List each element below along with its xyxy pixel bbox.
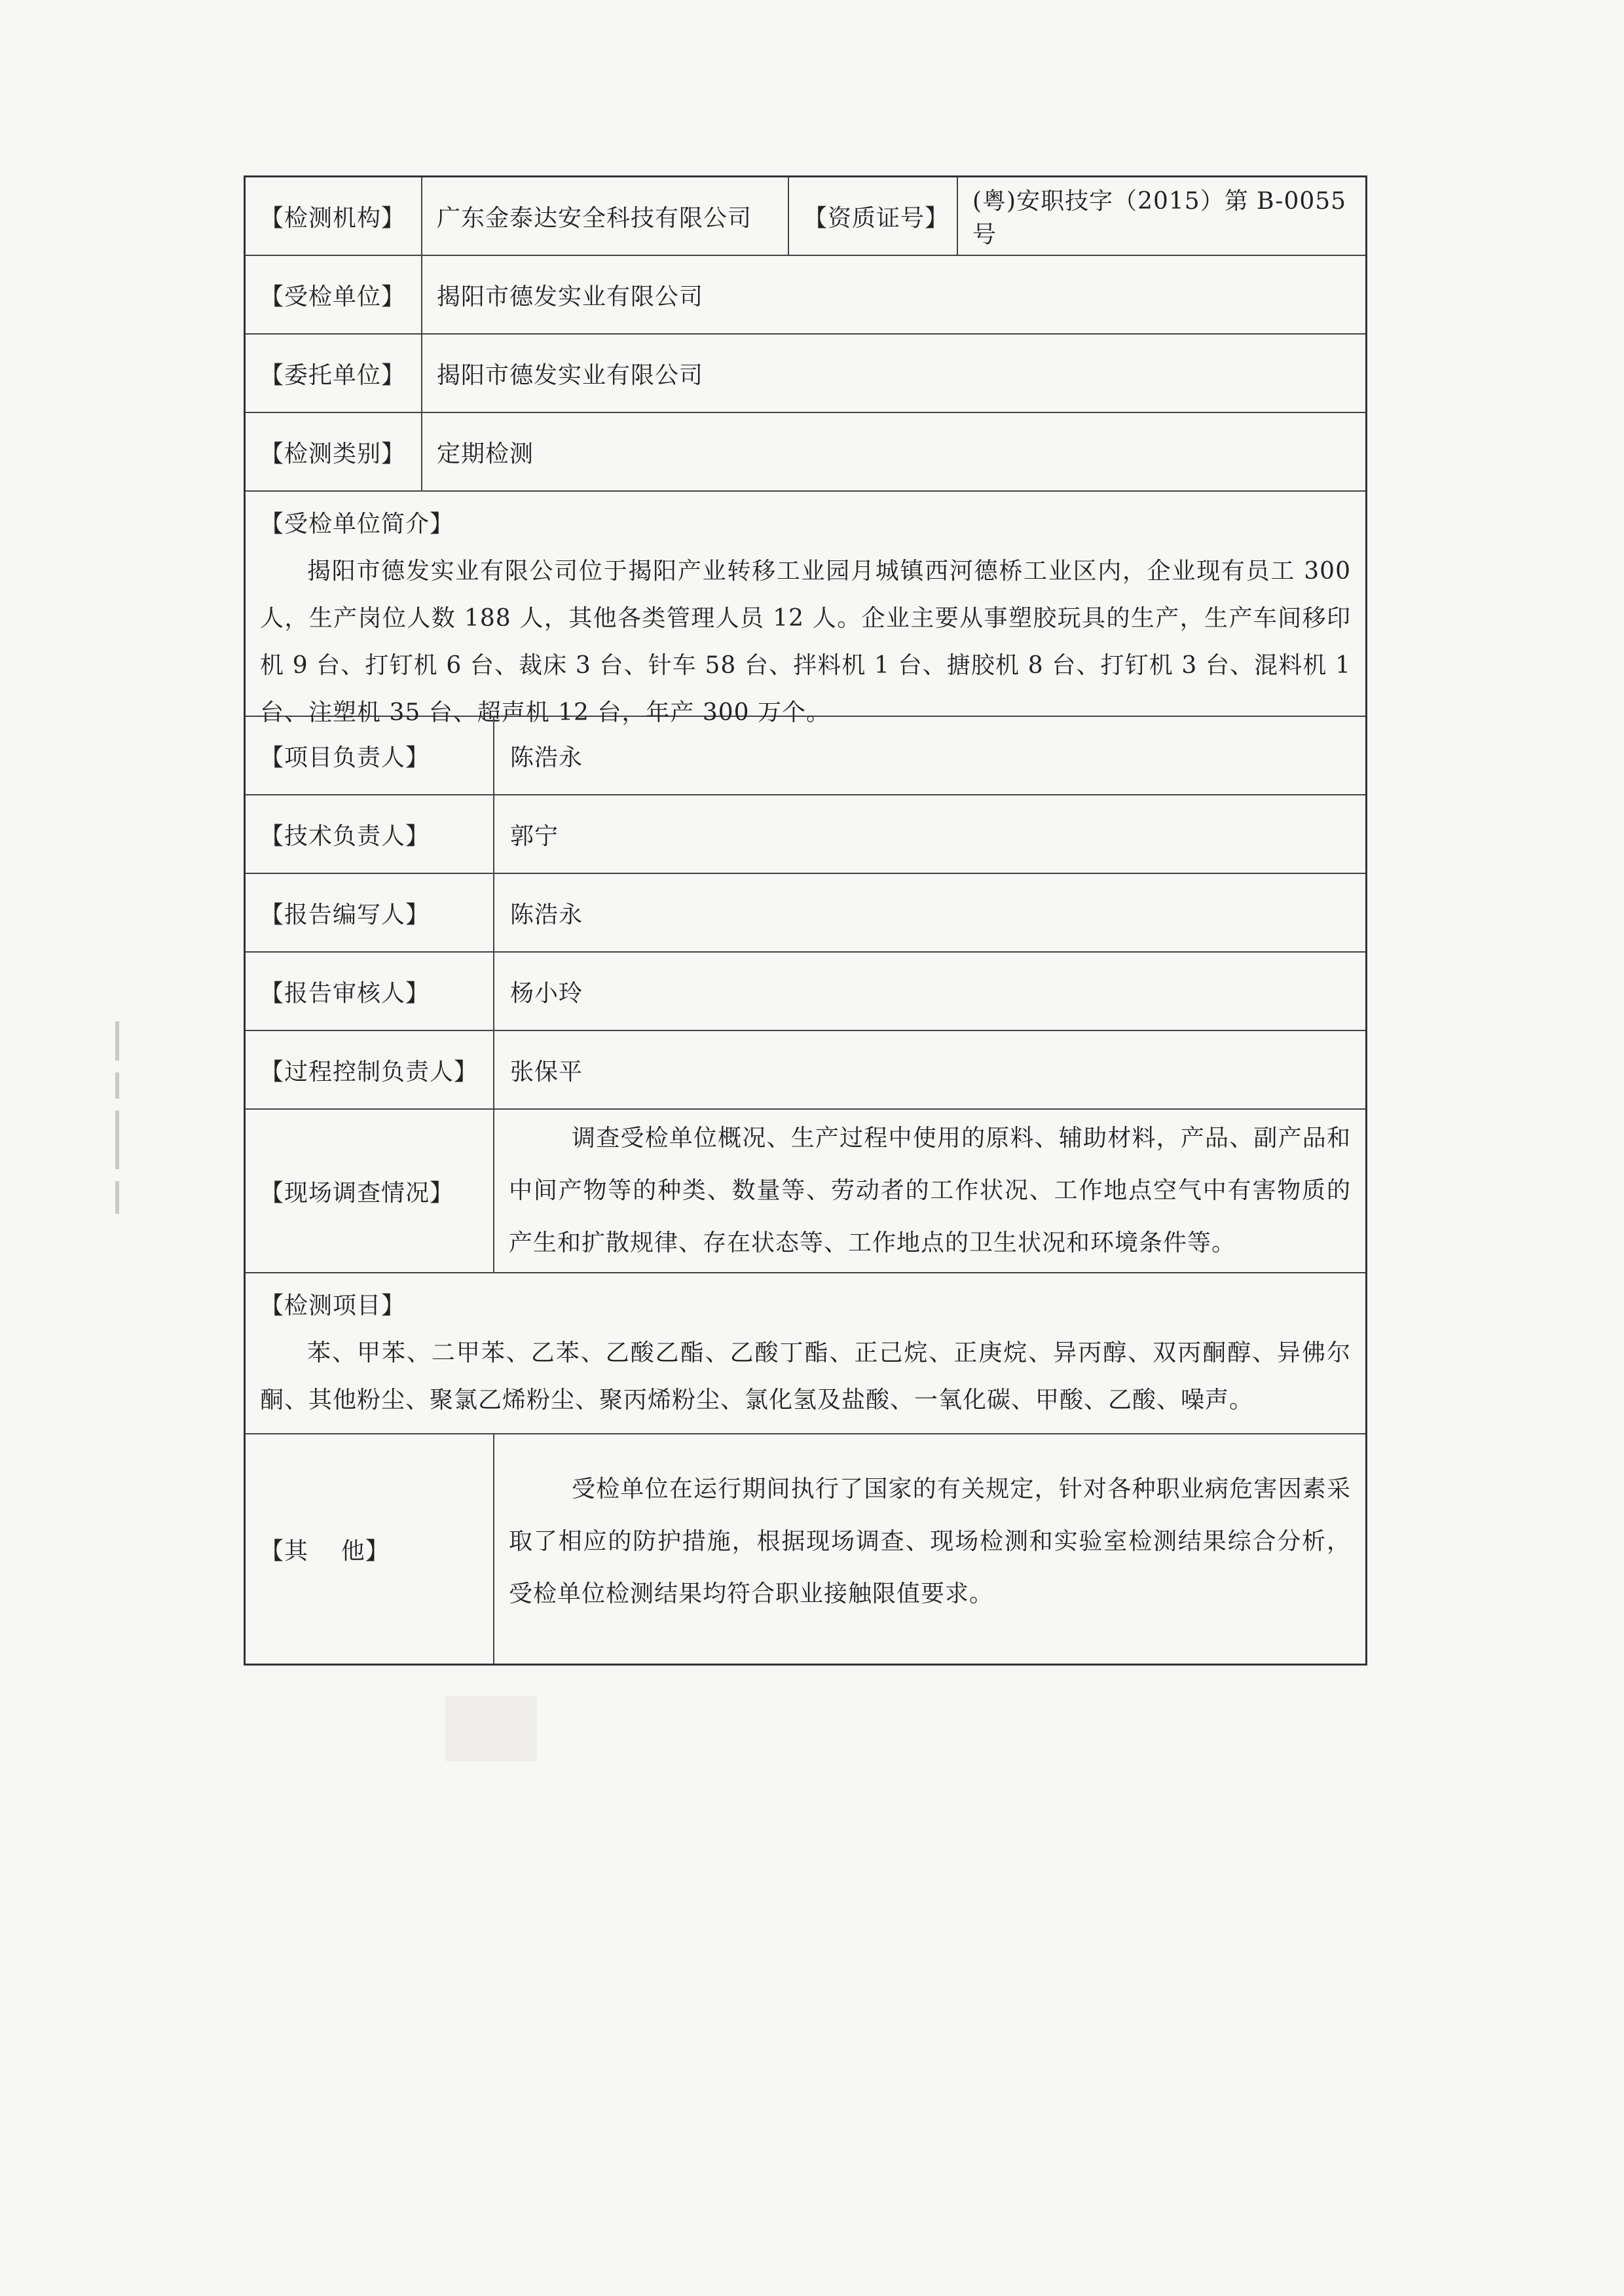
report-writer-row <box>246 874 1365 953</box>
test-items-block <box>246 1273 1365 1433</box>
site-survey-cell <box>494 1110 1365 1272</box>
project-lead-row <box>246 717 1365 795</box>
process-control-value: 张保平 <box>510 1058 583 1085</box>
cert-label: 【资质证号】 <box>789 177 958 255</box>
other-row <box>246 1434 1365 1664</box>
process-control-label: 【过程控制负责人】 <box>246 1031 494 1108</box>
unit-intro-text: 揭阳市德发实业有限公司位于揭阳产业转移工业园月城镇西河德桥工业区内，企业现有员工 300 人，生产岗位人数 188 人，其他各类管理人员 12 人。企业主要从事塑胶玩具的生产，生产车间移印机 9 台、打钉机 6 台、裁床 3 台、针车 58 台、拌料机 1 台、搪胶机 8 台、打钉机 3 台、混料机 1 台、注塑机 35 台、超声机 12 台，年产 300 万个。 <box>260 558 1351 726</box>
inspected-unit-row <box>246 256 1365 335</box>
other-label: 【其 他】 <box>246 1434 494 1664</box>
inspected-unit-value: 揭阳市德发实业有限公司 <box>437 283 704 310</box>
unit-intro-title: 【受检单位简介】 <box>260 511 454 538</box>
client-unit-row <box>246 335 1365 413</box>
test-items-row <box>246 1273 1365 1434</box>
report-reviewer-row <box>246 953 1365 1031</box>
other-cell <box>494 1434 1365 1664</box>
inspection-type-value: 定期检测 <box>437 440 534 467</box>
site-survey-row <box>246 1110 1365 1273</box>
tech-lead-row <box>246 795 1365 874</box>
report-reviewer-value: 杨小玲 <box>510 979 583 1007</box>
test-items-text: 苯、甲苯、二甲苯、乙苯、乙酸乙酯、乙酸丁酯、正己烷、正庚烷、异丙醇、双丙酮醇、异佛尔酮、其他粉尘、聚氯乙烯粉尘、聚丙烯粉尘、氯化氢及盐酸、一氧化碳、甲酸、乙酸、噪声。 <box>260 1339 1351 1413</box>
inspection-summary-table <box>244 175 1367 1666</box>
client-unit-value: 揭阳市德发实业有限公司 <box>437 361 704 389</box>
cert-value: (粤)安职技字（2015）第 B-0055 号 <box>972 188 1347 248</box>
report-writer-label: 【报告编写人】 <box>246 874 494 951</box>
scan-shadow <box>445 1696 537 1761</box>
report-writer-value: 陈浩永 <box>510 901 583 928</box>
project-lead-value: 陈浩永 <box>510 744 583 771</box>
scan-artifact <box>111 1021 123 1244</box>
tech-lead-value: 郭宁 <box>510 822 559 850</box>
client-unit-label: 【委托单位】 <box>246 335 422 412</box>
tech-lead-label: 【技术负责人】 <box>246 795 494 873</box>
unit-intro-row <box>246 492 1365 726</box>
test-items-title: 【检测项目】 <box>260 1292 406 1319</box>
report-reviewer-label: 【报告审核人】 <box>246 953 494 1030</box>
inspected-unit-label: 【受检单位】 <box>246 256 422 333</box>
project-lead-label: 【项目负责人】 <box>246 717 494 794</box>
org-value: 广东金泰达安全科技有限公司 <box>422 177 789 255</box>
site-survey-text: 调查受检单位概况、生产过程中使用的原料、辅助材料，产品、副产品和中间产物等的种类、数量等、劳动者的工作状况、工作地点空气中有害物质的产生和扩散规律、存在状态等、工作地点的卫生状况和环境条件等。 <box>509 1125 1351 1256</box>
site-survey-label: 【现场调查情况】 <box>246 1110 494 1272</box>
org-row <box>246 177 1365 256</box>
other-text: 受检单位在运行期间执行了国家的有关规定，针对各种职业病危害因素采取了相应的防护措施，根据现场调查、现场检测和实验室检测结果综合分析，受检单位检测结果均符合职业接触限值要求。 <box>509 1476 1351 1607</box>
org-label: 【检测机构】 <box>246 177 422 255</box>
inspection-type-label: 【检测类别】 <box>246 413 422 490</box>
process-control-row <box>246 1031 1365 1110</box>
inspection-type-row <box>246 413 1365 492</box>
unit-intro-block <box>246 492 1365 726</box>
